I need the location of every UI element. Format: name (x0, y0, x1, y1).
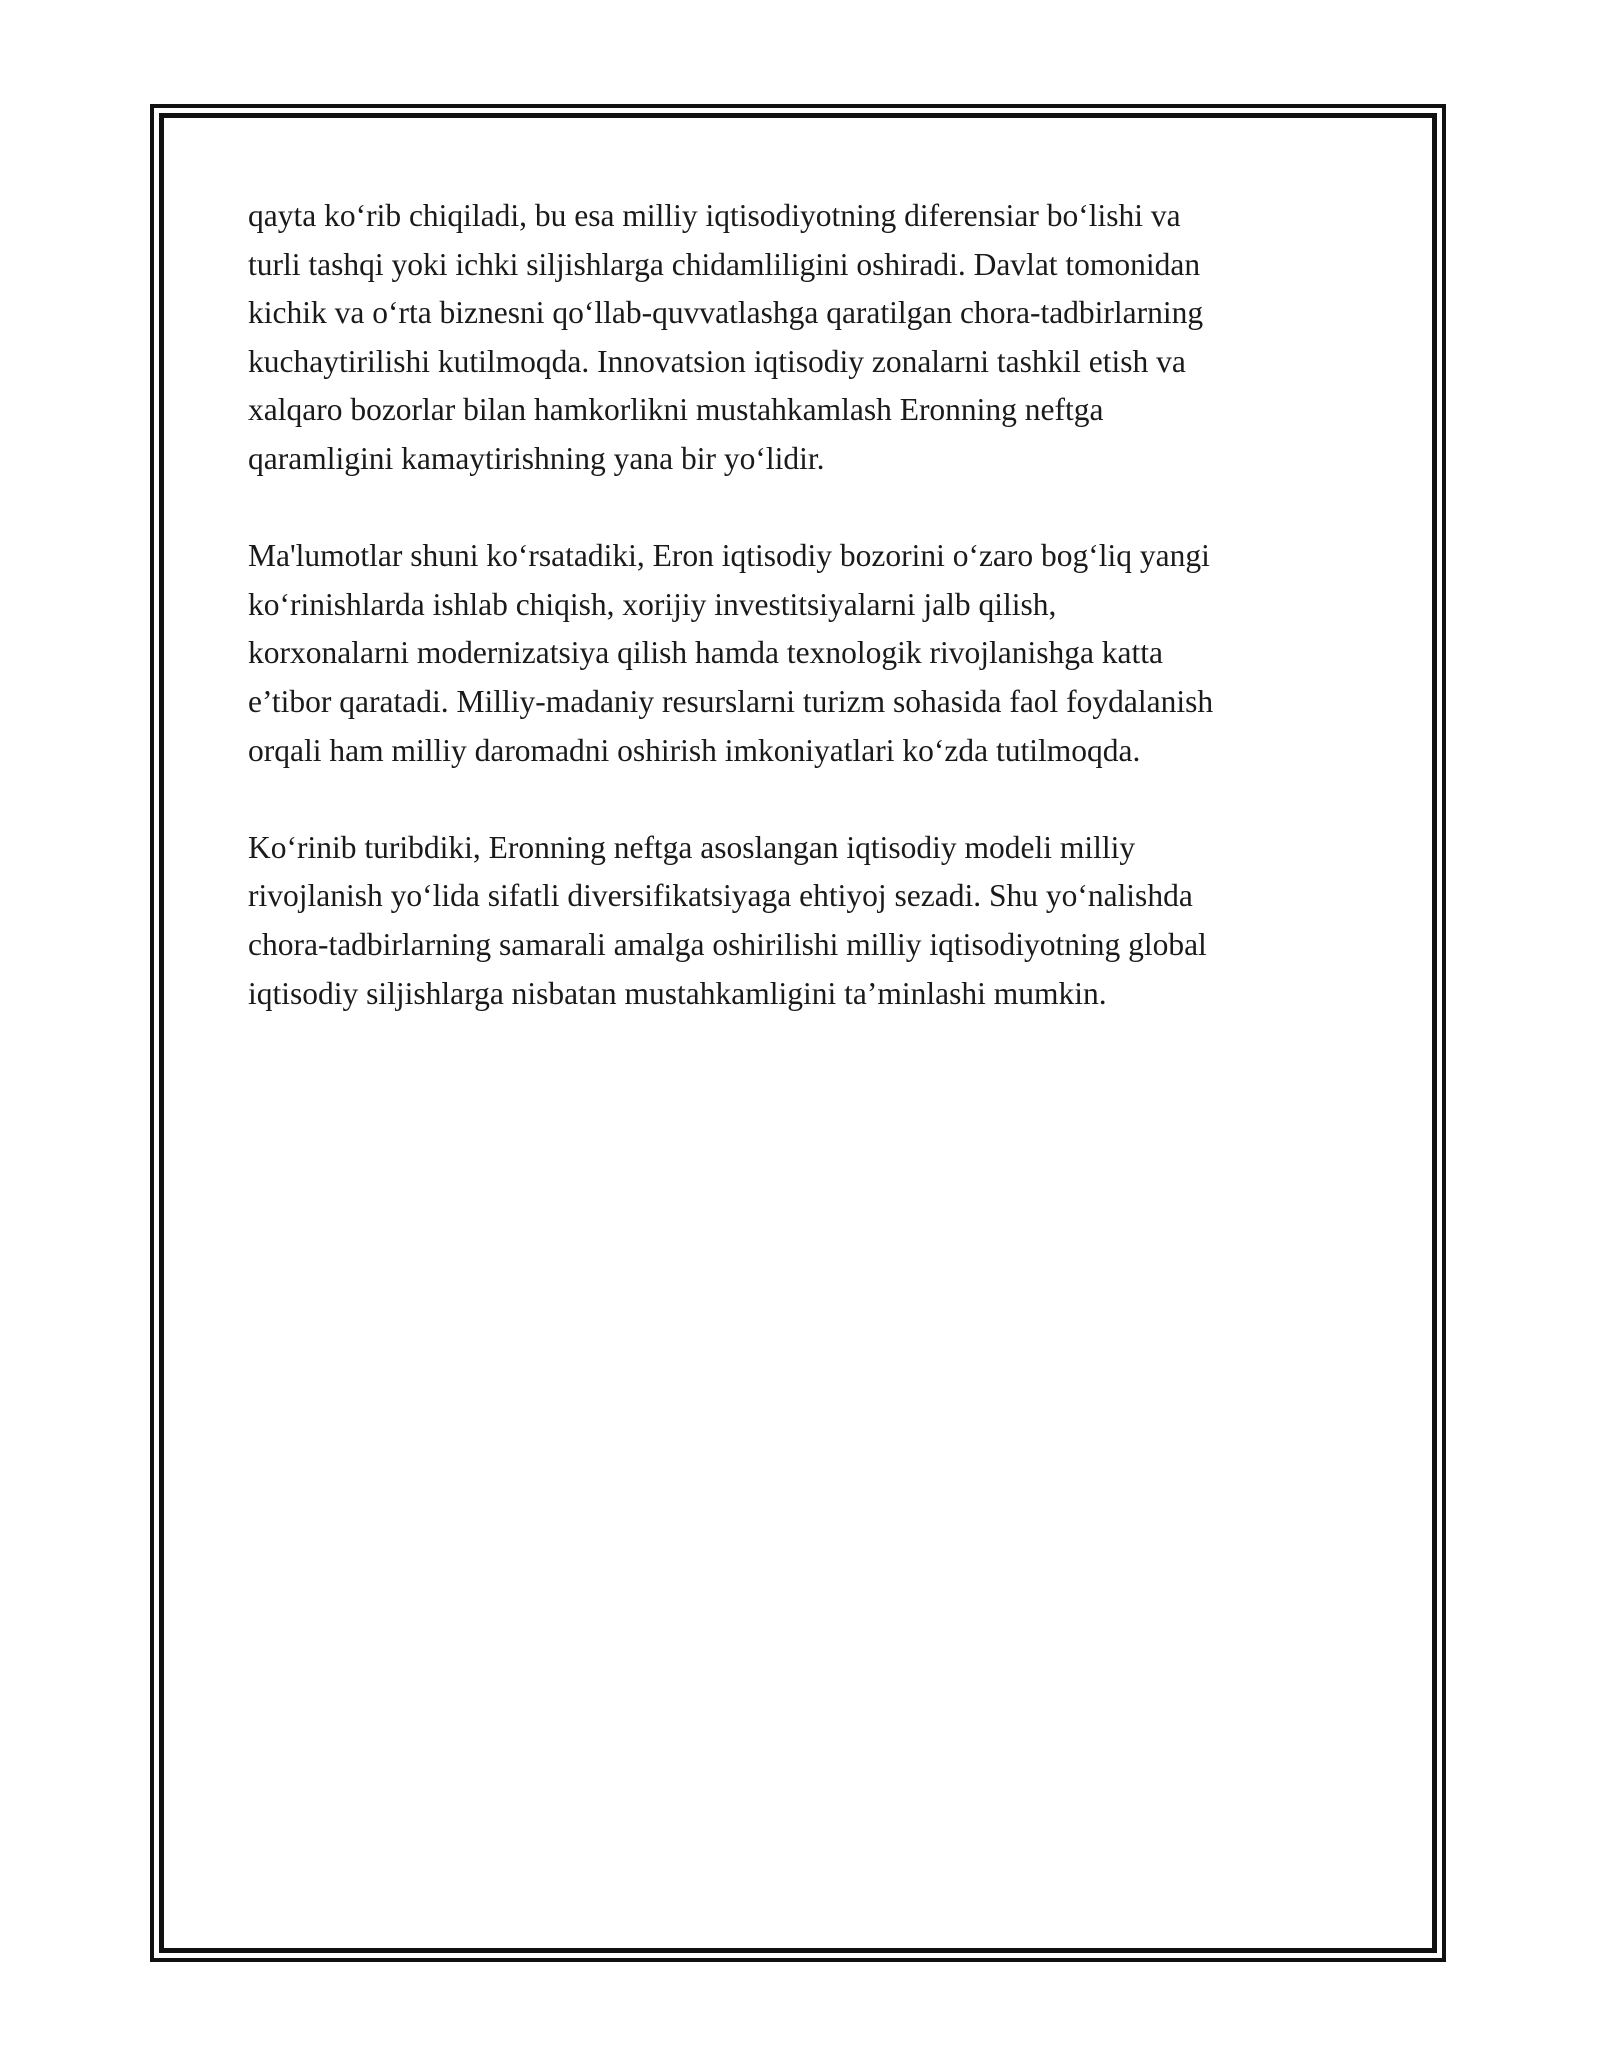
page-border-inner (159, 113, 1437, 1953)
paragraph-3: Koʻrinib turibdiki, Eronning neftga asoslangan iqtisodiy modeli milliy rivojlanish yoʻlida sifatli diversifikatsiyaga ehtiyoj sezadi. Shu yoʻnalishda chora-tadbirlarning samarali amalga oshirilishi milliy iqtisodiyotning global iqtisodiy siljishlarga nisbatan mustahkamligini ta’minlashi mumkin. (248, 829, 1207, 1011)
paragraph-2: Ma'lumotlar shuni koʻrsatadiki, Eron iqtisodiy bozorini oʻzaro bogʻliq yangi koʻrinishlarda ishlab chiqish, xorijiy investitsiyalarni jalb qilish, korxonalarni modernizatsiya qilish hamda texnologik rivojlanishga katta e’tibor qaratadi. Milliy-madaniy resurslarni turizm sohasida faol foydalanish orqali ham milliy daromadni oshirish imkoniyatlari koʻzda tutilmoqda. (248, 538, 1214, 768)
page-border-outer (150, 104, 1446, 1962)
document-body (248, 192, 1383, 1067)
paragraph-1: qayta koʻrib chiqiladi, bu esa milliy iqtisodiyotning diferensiar boʻlishi va turli tashqi yoki ichki siljishlarga chidamliligini oshiradi. Davlat tomonidan kichik va oʻrta biznesni qoʻllab-quvvatlashga qaratilgan chora-tadbirlarning kuchaytirilishi kutilmoqda. Innovatsion iqtisodiy zonalarni tashkil etish va xalqaro bozorlar bilan hamkorlikni mustahkamlash Eronning neftga qaramligini kamaytirishning yana bir yoʻlidir. (248, 198, 1204, 476)
